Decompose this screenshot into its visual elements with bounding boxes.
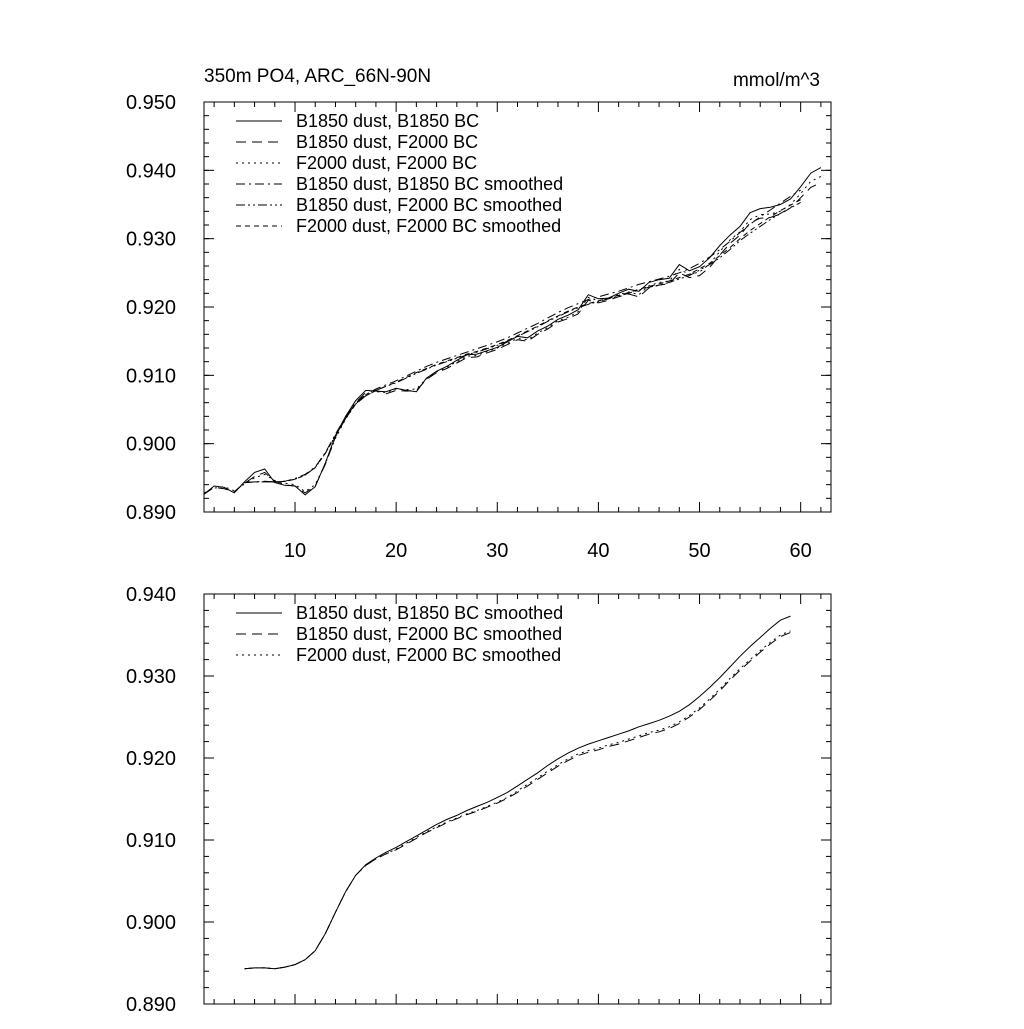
x-tick-label: 50: [688, 540, 711, 562]
legend-label: F2000 dust, F2000 BC: [296, 153, 478, 173]
legend-label: F2000 dust, F2000 BC smoothed: [296, 645, 562, 665]
legend-label: B1850 dust, F2000 BC: [296, 132, 479, 152]
units-label: mmol/m^3: [732, 70, 820, 91]
y-tick-label: 0.890: [125, 994, 176, 1016]
y-tick-label: 0.910: [125, 365, 176, 388]
y-tick-label: 0.900: [125, 433, 176, 456]
y-tick-label: 0.920: [125, 297, 176, 319]
y-tick-label: 0.930: [125, 666, 176, 688]
top-legend: [236, 111, 563, 236]
bottom-series-lines: [245, 616, 791, 969]
x-tick-label: 20: [385, 540, 408, 562]
x-tick-label: 10: [283, 540, 307, 562]
series-line: [245, 633, 791, 969]
legend-label: B1850 dust, B1850 BC smoothed: [296, 603, 564, 623]
y-tick-label: 0.940: [125, 160, 176, 183]
top-panel: [126, 66, 831, 562]
x-tick-label: 40: [587, 540, 610, 562]
legend-label: B1850 dust, F2000 BC smoothed: [296, 624, 563, 644]
legend-label: F2000 dust, F2000 BC smoothed: [296, 216, 562, 236]
x-tick-label: 30: [486, 540, 509, 562]
bottom-panel: [126, 584, 831, 1016]
y-tick-label: 0.910: [125, 830, 176, 852]
legend-label: B1850 dust, B1850 BC: [296, 111, 480, 131]
x-tick-label: 60: [789, 540, 812, 562]
series-line: [245, 200, 801, 483]
series-line: [245, 202, 801, 482]
bottom-legend: [236, 603, 563, 665]
chart-title: 350m PO4, ARC_66N-90N: [204, 66, 432, 87]
y-tick-label: 0.890: [125, 502, 176, 524]
y-tick-label: 0.950: [125, 92, 176, 114]
y-tick-label: 0.930: [125, 228, 176, 251]
y-tick-label: 0.940: [125, 584, 176, 606]
y-tick-label: 0.920: [125, 748, 176, 770]
legend-label: B1850 dust, F2000 BC smoothed: [296, 195, 563, 215]
legend-label: B1850 dust, B1850 BC smoothed: [296, 174, 564, 194]
y-tick-label: 0.900: [125, 912, 176, 934]
series-line: [245, 631, 791, 969]
